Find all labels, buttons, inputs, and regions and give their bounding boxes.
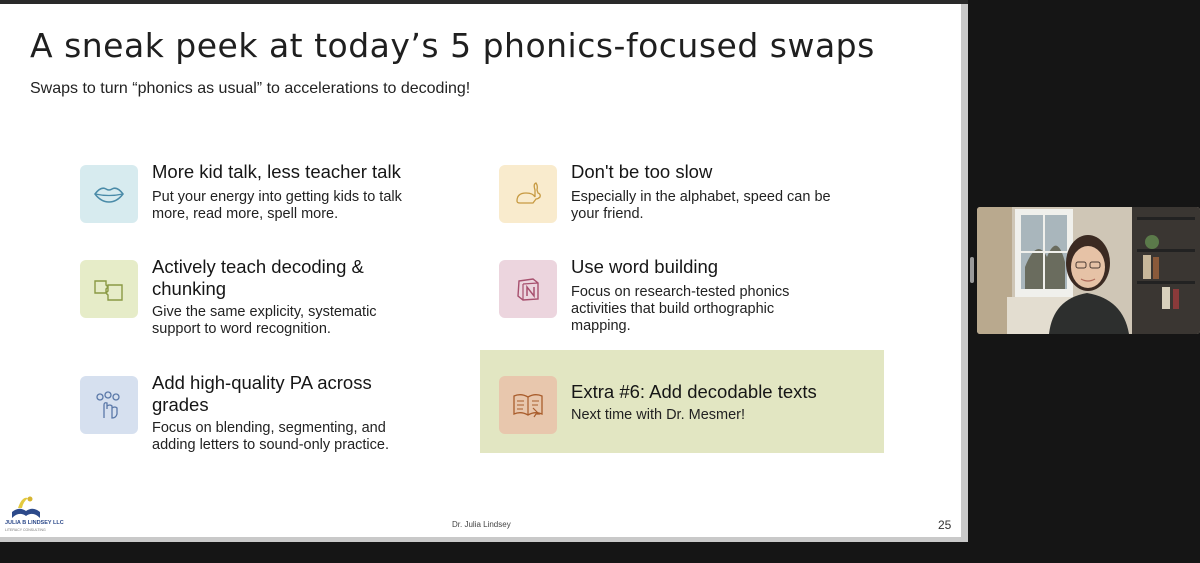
book-icon bbox=[499, 376, 557, 434]
item-desc: Focus on blending, segmenting, and adding letters to sound-only practice. bbox=[152, 420, 389, 453]
item-title: Actively teach decoding & chunking bbox=[152, 256, 364, 299]
item-title: More kid talk, less teacher talk bbox=[152, 161, 401, 182]
slide-edge bbox=[961, 4, 968, 537]
resize-handle[interactable] bbox=[970, 257, 974, 283]
item-title: Add high-quality PA across grades bbox=[152, 372, 372, 415]
puzzle-icon bbox=[80, 260, 138, 318]
logo-tagline: LITERACY CONSULTING bbox=[5, 528, 46, 532]
lips-icon bbox=[80, 165, 138, 223]
item-desc: Especially in the alphabet, speed can be your friend. bbox=[571, 189, 831, 222]
item-desc: Next time with Dr. Mesmer! bbox=[571, 407, 746, 423]
footer-presenter: Dr. Julia Lindsey bbox=[452, 520, 511, 529]
notion-icon bbox=[499, 260, 557, 318]
presentation-slide bbox=[0, 4, 961, 537]
slide-bottom-edge bbox=[0, 537, 968, 542]
item-desc: Give the same explicity, systematic support to word recognition. bbox=[152, 304, 377, 337]
item-title: Extra #6: Add decodable texts bbox=[571, 381, 817, 402]
webcam-video[interactable] bbox=[977, 207, 1200, 334]
slide-title: A sneak peek at today’s 5 phonics-focused swaps bbox=[30, 26, 875, 65]
rabbit-icon bbox=[499, 165, 557, 223]
logo-name: JULIA B LINDSEY LLC bbox=[5, 520, 64, 526]
item-desc: Put your energy into getting kids to talk more, read more, spell more. bbox=[152, 189, 402, 222]
page-number: 25 bbox=[938, 518, 952, 532]
item-title: Use word building bbox=[571, 256, 719, 277]
item-title: Don't be too slow bbox=[571, 161, 713, 182]
item-desc: Focus on research-tested phonics activities that build orthographic mapping. bbox=[571, 284, 790, 334]
hand-dots-icon bbox=[80, 376, 138, 434]
slide-subtitle: Swaps to turn “phonics as usual” to accelerations to decoding! bbox=[30, 80, 471, 97]
